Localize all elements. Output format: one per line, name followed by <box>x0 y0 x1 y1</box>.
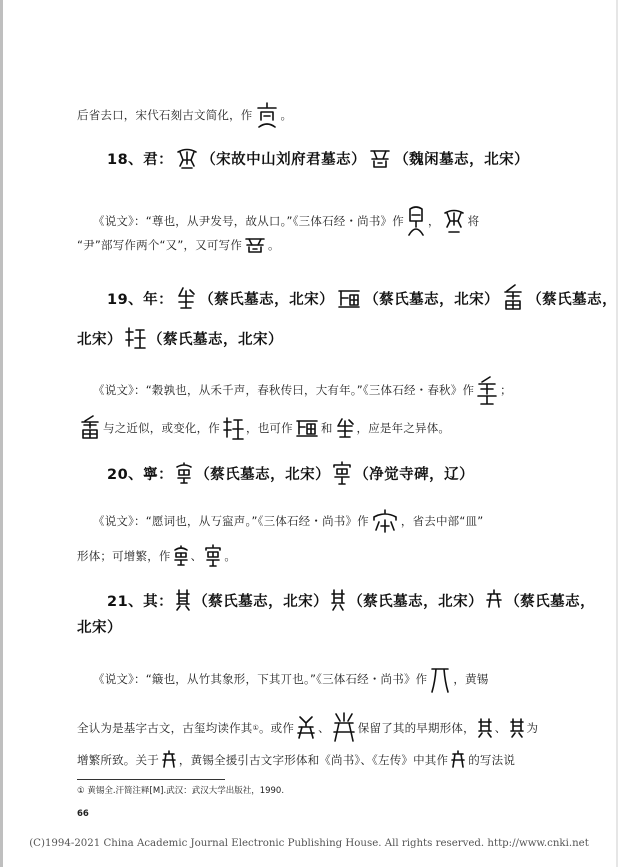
paragraph-text: 、 <box>494 721 507 735</box>
paragraph-text: 、 <box>190 549 203 563</box>
ancient-glyph-jun-form2 <box>368 147 392 169</box>
glyph-source: （蔡氏墓志，北宋） <box>148 331 283 348</box>
paragraph-text: “尹”部写作两个“又”，又可写作 <box>77 238 243 252</box>
paragraph-line <box>77 414 450 442</box>
heading-text: 北宋） <box>77 620 122 636</box>
paragraph-line <box>77 236 280 254</box>
paragraph-text: 保留了其的早期形体， <box>357 721 475 735</box>
paragraph-line <box>93 664 488 694</box>
paragraph-text: 为 <box>526 721 539 735</box>
ancient-glyph-nian-form4 <box>124 326 146 350</box>
ancient-glyph-qi-ref1 <box>161 750 177 770</box>
paragraph-text: 。 <box>268 238 280 252</box>
paragraph-text: 。 <box>224 549 237 563</box>
glyph-source: （蔡氏墓志，北宋） <box>364 291 500 308</box>
paragraph-text: ； <box>500 383 512 397</box>
page-left-edge <box>0 0 3 867</box>
paragraph-line <box>77 711 538 745</box>
paragraph-text: 全认为是基字古文，古玺均读作其 <box>77 721 253 735</box>
ancient-glyph-jun-santi <box>406 205 426 237</box>
ancient-glyph-ning-santi <box>371 508 399 534</box>
ancient-glyph-nian-form1 <box>175 286 197 310</box>
glyph-source: （宋故中山刘府君墓志） <box>201 151 367 168</box>
paragraph-text: 《说文》：“穀孰也，从禾千声，春秋传曰，大有年。”《三体石经・春秋》作 <box>93 383 475 397</box>
paragraph-text: 《说文》：“簸也，从竹其象形，下其丌也。”《三体石经・尚书》作 <box>93 672 428 686</box>
glyph-source: （蔡氏墓志，北宋） <box>348 593 484 610</box>
paragraph-text: 、 <box>318 721 330 735</box>
paragraph-text: ， <box>427 214 440 228</box>
ancient-glyph-jun-simplified <box>255 100 279 130</box>
paragraph-line <box>77 100 292 130</box>
footnote <box>77 784 284 796</box>
ancient-glyph-ning-form2 <box>332 460 352 486</box>
entry-heading-nian <box>107 283 617 313</box>
paragraph-text: 形体；可增繁，作 <box>77 549 171 563</box>
ancient-glyph-qi-expanded2 <box>509 717 525 739</box>
footnote-divider <box>77 779 225 780</box>
paragraph-text: 和 <box>320 421 333 435</box>
paragraph-line <box>93 374 512 406</box>
glyph-source: （魏闲墓志，北宋） <box>394 151 530 168</box>
entry-heading-jun <box>107 146 529 170</box>
ancient-glyph-ning-form1 <box>175 461 193 485</box>
ancient-glyph-qi-santi <box>429 664 451 694</box>
paragraph-line <box>93 205 479 237</box>
ancient-glyph-nian-alt1 <box>295 418 319 438</box>
glyph-source: （蔡氏墓志，北宋） <box>195 466 331 483</box>
paragraph-text: 《说文》：“尊也，从尹发号，故从口。”《三体石经・尚书》作 <box>93 214 404 228</box>
glyph-source: （蔡氏墓志， <box>505 593 596 610</box>
ancient-glyph-nian-variant <box>222 415 244 441</box>
heading-label: 19、年： <box>107 291 174 308</box>
entry-heading-qi <box>107 588 595 612</box>
ancient-glyph-jun-santi-variant <box>442 207 466 235</box>
paragraph-line <box>77 750 515 770</box>
paragraph-line <box>77 544 236 568</box>
ancient-glyph-qi-form3 <box>485 589 503 611</box>
heading-label: 20、寧： <box>107 466 174 483</box>
page-number: 66 <box>77 809 89 819</box>
ancient-glyph-qi-expanded1 <box>477 717 493 739</box>
entry-heading-nian-cont <box>77 326 283 350</box>
paragraph-text: 《说文》：“愿词也，从丂寍声。”《三体石经・尚书》作 <box>93 514 369 528</box>
ancient-glyph-ning-expanded1 <box>173 545 189 567</box>
glyph-source: （蔡氏墓志，北宋） <box>199 291 335 308</box>
paragraph-text: 的写法说 <box>468 753 516 767</box>
ancient-glyph-jun-double-you <box>244 236 266 254</box>
ancient-glyph-ning-expanded2 <box>204 544 222 568</box>
ancient-glyph-nian-form3 <box>501 283 525 313</box>
footnote-mark: ① <box>77 786 85 796</box>
heading-label: 21、其： <box>107 593 174 610</box>
ancient-glyph-nian-form2 <box>336 287 362 309</box>
paragraph-text: 后省去口，宋代石刻古文简化，作 <box>77 108 253 122</box>
paragraph-text: 与之近似，或变化，作 <box>103 421 220 435</box>
footnote-text: 黄锡全.汗简注释[M].武汉：武汉大学出版社，1990. <box>87 786 285 796</box>
paragraph-text: ，也可作 <box>246 421 293 435</box>
glyph-source: （净觉寺碑，辽） <box>354 466 475 483</box>
paragraph-text: ，黄锡 <box>453 672 489 686</box>
paragraph-text: ，省去中部“皿” <box>400 514 484 528</box>
paragraph-line <box>93 508 483 534</box>
footnote-marker[interactable]: ① <box>252 724 259 732</box>
entry-heading-qi-cont <box>77 616 122 637</box>
ancient-glyph-qi-form2 <box>330 588 346 612</box>
paragraph-text: 。或作 <box>258 721 295 735</box>
ancient-glyph-nian-santi <box>476 374 498 406</box>
ancient-glyph-nian-similar <box>79 414 101 442</box>
paragraph-text: 。 <box>280 108 293 122</box>
ancient-glyph-qi-ref2 <box>450 750 466 770</box>
paragraph-text: 增繁所致。关于 <box>77 753 159 767</box>
glyph-source: （蔡氏墓志，北宋） <box>193 593 329 610</box>
entry-heading-ning <box>107 460 474 486</box>
paragraph-text: 将 <box>467 214 480 228</box>
copyright-line: (C)1994-2021 China Academic Journal Electronic Publishing House. All rights reserved. http://www.cnki.net <box>29 838 589 849</box>
ancient-glyph-jun-form1 <box>175 146 199 170</box>
glyph-source: （蔡氏墓志， <box>527 291 618 308</box>
ancient-glyph-qi-early1 <box>296 714 316 742</box>
ancient-glyph-qi-form1 <box>175 588 191 612</box>
heading-label: 18、君： <box>107 151 174 168</box>
paragraph-text: ，黄锡全援引古文字形体和《尚书》、《左传》中其作 <box>178 753 449 767</box>
ancient-glyph-nian-alt2 <box>335 417 355 439</box>
paragraph-text: ，应是年之异体。 <box>356 421 451 435</box>
ancient-glyph-qi-early2 <box>332 711 356 745</box>
heading-text: 北宋） <box>77 331 122 348</box>
